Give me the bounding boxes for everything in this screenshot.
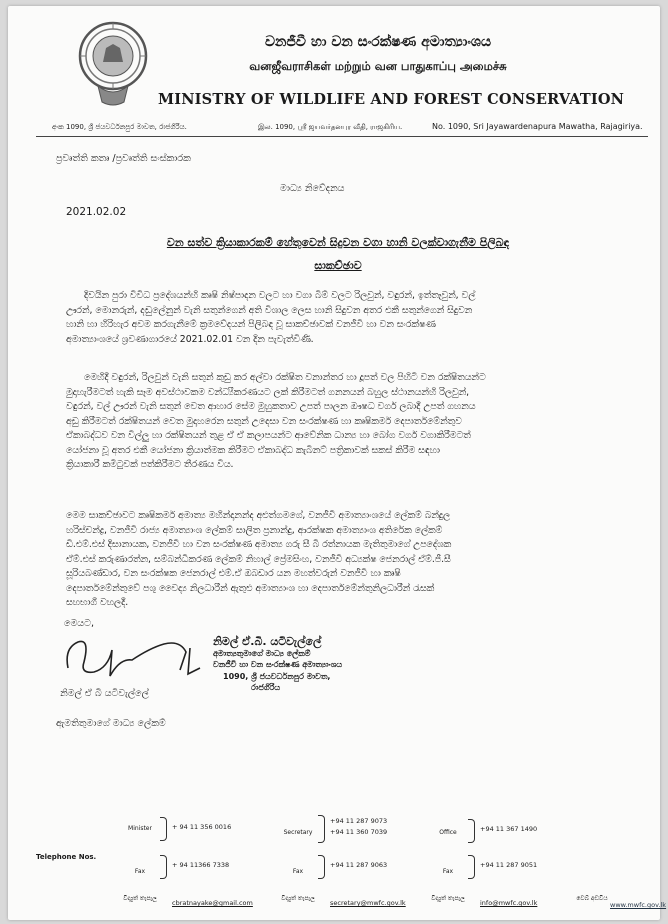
email-1: cbratnayake@gmail.com [172,899,253,907]
paragraph-line: අමාත්‍යාංශයේ ශ්‍රවණාගාරයේ 2021.02.01 වන දින පැවැත්විණි. [66,333,314,345]
stamp-line: වනජීවී හා වන සංරක්ෂණ අමාත්‍යාංශය [213,660,343,669]
secretary-phone-2: +94 11 360 7039 [330,828,388,836]
paragraph-line: ඌරන්, මොනරුන්, දඬුලේනුන් වැනි සතුන්ගෙන් අති විශාල ලෙස හානි සිදුවන අතර එකී සතුන්ගෙන් සිදුවන [66,304,473,316]
paragraph-line: ඒකාබද්ධව වන විල්ලු හා රක්ෂිතයන් තුළ ඒ ඒ කලාපයන්ට ආවේනික ධාන්‍ය හා බෝග වර්ග වගාකිරීමටත් [66,430,471,441]
minister-label: Minister [128,825,152,832]
paragraph-line: හානි හා හිරිහැර අවම කරගැනීමේ ක්‍රමවේදයන් පිලිබඳ වූ සාකච්ඡාවක් වනජීවී හා වන සංරක්ෂණ [66,319,436,330]
brace [160,855,167,879]
stamp-line: 1090, ශ්‍රී ජයවර්ධනපුර මාවත, [223,671,331,681]
email-label: විද්‍යුත් තැපැල [123,895,157,902]
letter-page [8,6,667,920]
fax-label: Fax [292,868,304,875]
ministry-title-sinhala: වනජීවී හා වන සංරක්ෂණ අමාත්‍යාංශය [264,34,492,50]
fax-label: Fax [134,868,146,875]
paragraph-line: සූරියබණ්ඩාර, වන සංරක්ෂක ජෙනරාල් එම්.ඒ ඔබඩාර යන මහත්වරුන් වනජීවී හා කෘෂි [66,568,401,579]
ministry-title-tamil: வனஜீவராசிகள் மற்றும் வன பாதுகாப்பு அமைச்சு [249,59,507,73]
paragraph-1 [66,289,646,347]
secretary-label: Secretary [283,829,313,836]
office-label: Office [439,829,457,836]
web-label: වෙබ් අඩවිය [576,895,608,902]
paragraph-line: දිවයින පුරා විවිධ ප්‍රදේශයන්හි කෘෂි නිෂ්පාදන වලට හා වගා බිම් වලට රිලවුන්, වඳුරන්, ඉත්තෑවුන්, වල් [84,290,476,301]
paragraph-line: මෙහිදී වඳුරන්, රිලවුන් වැනි සතුන් කුඩු කර අල්වා රක්ෂිත වනාන්තර හා දූපත් වල පිහිටි වන රක්ෂිතයන්ට [84,372,486,383]
stamp-line: අමාත්‍යතුමාගේ මාධ්‍ය ලේකම් [213,648,311,658]
paragraph-line: මෙම සාකච්ඡාවට කෘෂිකර්ම අමාත්‍ය මහින්දානන්ද අළුත්ගමගේ, වනජීවී අමාත්‍යාංශයේ ලේකම් බන්දුල [66,510,451,521]
distribution-line: ප්‍රවෘත්ති කතෘ /ප්‍රවෘත්ති සංස්කාරක [56,153,191,164]
fax-3: +94 11 287 9051 [480,861,538,869]
header-divider [36,136,648,137]
release-title [78,231,598,277]
brace [468,855,475,879]
signature-icon [60,628,220,688]
media-release-label: මාධ්‍ය නිවේදනය [280,183,345,194]
email-label: විද්‍යුත් තැපැල [431,895,465,902]
paragraph-2 [66,371,646,473]
paragraph-3 [66,509,646,611]
fax-1: + 94 11366 7338 [172,861,230,869]
signatory-title: ඇමතිතුමාගේ මාධ්‍ය ලේකම් [56,718,166,729]
signatory-name: නිමල් ඒ බී යටිවැල්ලේ [60,688,149,699]
paragraph-line: යෝජනා වූ අතර එකී යෝජනා ක්‍රියාත්මක කිරීමට ඒකාබද්ධ කැබිනට් පත්‍රිකාවක් සකස් කිරීම සඳහා [66,444,440,456]
stamp-name: නිමල් ඒ.බී. යටිවැල්ලේ [213,635,322,648]
address-sinhala: අංක 1090, ශ්‍රී ජයවර්ධනපුර මාවත, රාජගිරිය. [52,123,187,131]
release-title-line1: වන සත්ව ක්‍රියාකාරකම් හේතුවෙන් සිදුවන වගා හානි වලක්වාගැනීම පිලිබඳ [166,236,510,249]
sri-lanka-emblem-icon [76,18,150,110]
brace [318,815,325,843]
email-2: secretary@mwfc.gov.lk [330,899,406,907]
minister-phone: + 94 11 356 0016 [172,823,232,831]
letter-date: 2021.02.02 [66,206,127,218]
email-label: විද්‍යුත් තැපැල [281,895,315,902]
brace [468,819,475,843]
paragraph-line: දෙපාර්තමේන්තුවේ පශු වෛද්‍ය නිලධාරීන් ඇතුළු අමාත්‍යාංශ හා දෙපාර්තමේන්තුනිලධාරීන් රැසක් [66,582,435,594]
salutation: මෙයට, [64,618,94,629]
paragraph-line: මුදාහැරීමටත් හැකි සෑම අවස්ථාවකම වන්ධ්‍යීකරණයට ලක් කිරීමටත් ගනනයන් බහුල ස්ථානයන්හි රිලවුන්, [66,386,470,398]
paragraph-line: හරිස්චන්ද්‍ර, වනජීවී රාජ්‍ය අමාත්‍යාංශ ලේකම් සාලිත ප්‍රනාන්දු, ආරක්ෂක අමාත්‍යාංශ අතිරේක ලේකම් [66,524,443,536]
paragraph-line: සහභාගී වහලදී. [66,597,129,608]
office-phone: +94 11 367 1490 [480,825,538,833]
address-tamil: இல. 1090, ஸ்ரீ ஜயவர்தனபுர வீதி, ராஜகிரிய. [258,123,403,131]
ministry-title-english: MINISTRY OF WILDLIFE AND FOREST CONSERVATION [158,91,625,108]
paragraph-line: ක්‍රියාකාරී කමිටුවක් පත්කිරීමට තීරණය විය. [66,459,234,470]
telephone-label: Telephone Nos. [36,853,97,861]
website-link[interactable]: www.mwfc.gov.lk [610,901,667,909]
paragraph-line: ඩී.එම්.එස් දිසානායක, වනජීවී හා වන සංරක්ෂණ අමාත්‍ය ගරු සී බී රත්නායක මැතිතුමාගේ උපදේශක [66,539,452,550]
official-stamp [213,636,342,694]
stamp-line: රාජගිරිය [251,683,281,692]
brace [318,855,325,879]
release-title-line2: සාකච්ඡාව [314,259,362,272]
fax-2: +94 11 287 9063 [330,861,388,869]
paragraph-line: ඒම්.එස් කරුණාරත්න, සම්බන්ධීකරණ ලේකම් නිහාල් ප්‍රේමසිංහ, වනජීවී අධ්‍යක්ෂ ජෙනරාල් ඒම්.ජී.සී [66,553,451,565]
fax-label: Fax [442,868,454,875]
secretary-phone-1: +94 11 287 9073 [330,817,388,825]
paragraph-line: වඳුරන්, වල් ඌරන් වැනි සතුන් වෙත ආහාර සේම මුහුකතාව උපත් පාලන ඖෂධ වර්ග ලබාදී උපත් ගහනය [66,401,476,412]
paragraph-line: අඩු කිරීමටත් රක්ෂිතයන් වෙත මුදාහරෙන සතුන් උදෙසා වන සංරක්ෂණ හා කෘෂිකර්ම දෙපාර්තමේන්තුව [66,415,462,427]
email-3: info@mwfc.gov.lk [480,899,538,907]
brace [160,817,167,841]
contacts-block [32,811,667,915]
address-english: No. 1090, Sri Jayawardenapura Mawatha, Rajagiriya. [432,122,643,131]
